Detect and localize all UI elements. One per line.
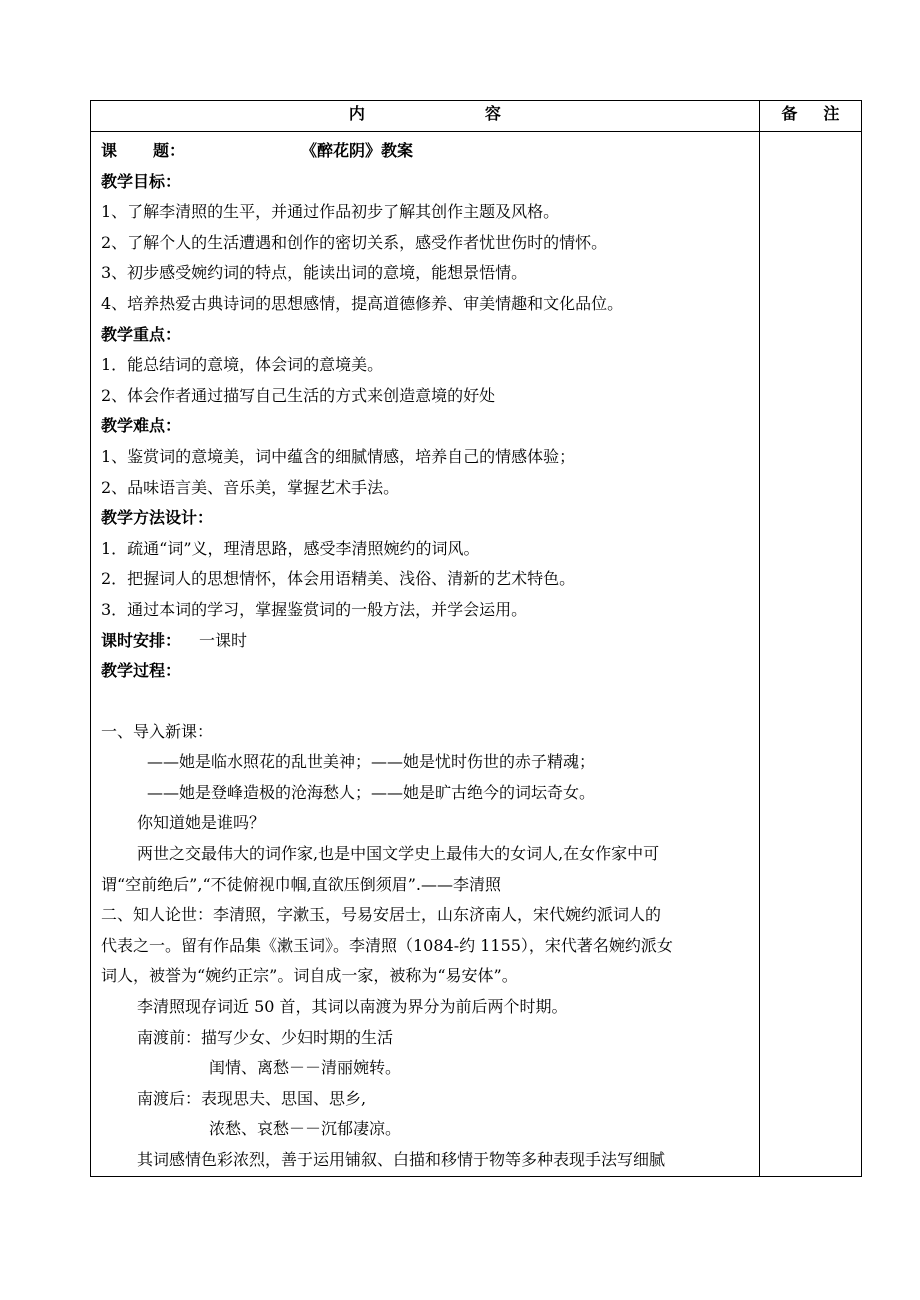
before-style: 闺情、离愁－－清丽婉转。: [209, 1058, 402, 1078]
schedule-value: 一课时: [199, 630, 248, 650]
topic-label-1: 课: [101, 141, 118, 160]
intro-answer-cont: 谓“空前绝后”,“不徒俯视巾帼,直欲压倒须眉”.——李清照: [101, 874, 501, 894]
content-column-header: [91, 101, 760, 132]
section2-line: 二、知人论世：李清照，字漱玉，号易安居士，山东济南人，宋代婉约派词人的: [101, 905, 662, 925]
table-body-row: [91, 132, 862, 1177]
method-item: 2．把握词人的思想情怀，体会用语精美、浅俗、清新的艺术特色。: [101, 569, 576, 589]
after-style: 浓愁、哀愁－－沉郁凄凉。: [209, 1119, 402, 1139]
key-points-heading: 教学重点：: [101, 324, 182, 344]
before-label: 南渡前：: [137, 1027, 202, 1047]
topic-label-2: 题：: [153, 141, 186, 160]
lesson-plan-table: [90, 100, 862, 1177]
lesson-title: 《醉花阴》教案: [301, 141, 414, 160]
schedule-line: [101, 626, 749, 657]
difficulty-item: 2、品味语言美、音乐美，掌握艺术手法。: [101, 477, 400, 497]
section1-heading: 一、导入新课：: [101, 721, 214, 741]
section2-line: 代表之一。留有作品集《漱玉词》。李清照（1084-约 1155），宋代著名婉约派女: [101, 935, 673, 955]
goal-item: 2、了解个人的生活遭遇和创作的密切关系，感受作者忧世伤时的情怀。: [101, 232, 608, 252]
content-header-char-2: 容: [484, 104, 501, 123]
topic-line: [101, 136, 749, 167]
after-line: [101, 1084, 749, 1115]
intro-question: 你知道她是谁吗？: [137, 813, 266, 833]
schedule-heading: 课时安排：: [101, 630, 182, 650]
key-point-item: 2、体会作者通过描写自己生活的方式来创造意境的好处: [101, 385, 496, 405]
intro-line: ——她是临水照花的乱世美神；——她是忧时伤世的赤子精魂；: [147, 752, 596, 772]
goal-item: 1、了解李清照的生平，并通过作品初步了解其创作主题及风格。: [101, 202, 560, 222]
before-text: 描写少女、少妇时期的生活: [201, 1027, 394, 1047]
content-cell: [91, 132, 760, 1177]
notes-column-header: [759, 101, 861, 132]
after-label: 南渡后：: [137, 1088, 202, 1108]
key-point-item: 1．能总结词的意境，体会词的意境美。: [101, 355, 384, 375]
difficulty-item: 1、鉴赏词的意境美，词中蕴含的细腻情感，培养自己的情感体验；: [101, 446, 576, 466]
section2-last-line: 其词感情色彩浓烈，善于运用铺叙、白描和移情于物等多种表现手法写细腻: [137, 1150, 666, 1169]
after-text: 表现思夫、思国、思乡,: [201, 1088, 367, 1108]
methods-heading: 教学方法设计：: [101, 508, 214, 528]
notes-cell: [759, 132, 861, 1177]
method-item: 1．疏通“词”义，理清思路，感受李清照婉约的词风。: [101, 538, 480, 558]
table-header-row: [91, 101, 862, 132]
section2-line: 李清照现存词近 50 首，其词以南渡为界分为前后两个时期。: [137, 997, 568, 1017]
goal-item: 3、初步感受婉约词的特点，能读出词的意境，能想景悟情。: [101, 263, 528, 283]
intro-line: ——她是登峰造极的沧海愁人；——她是旷古绝今的词坛奇女。: [147, 782, 596, 802]
spacer: [101, 687, 749, 717]
process-heading: 教学过程：: [101, 661, 182, 681]
section2-line: 词人，被誉为“婉约正宗”。词自成一家，被称为“易安体”。: [101, 966, 518, 986]
goal-item: 4、培养热爱古典诗词的思想感情，提高道德修养、审美情趣和文化品位。: [101, 293, 624, 313]
notes-header-char-2: 注: [823, 104, 840, 123]
intro-answer: 两世之交最伟大的词作家,也是中国文学史上最伟大的女词人,在女作家中可: [137, 844, 660, 864]
goals-heading: 教学目标：: [101, 171, 182, 191]
content-header-char-1: 内: [348, 104, 365, 123]
notes-header-char-1: 备: [781, 104, 798, 123]
method-item: 3．通过本词的学习，掌握鉴赏词的一般方法，并学会运用。: [101, 599, 528, 619]
before-line: [101, 1023, 749, 1054]
difficulties-heading: 教学难点：: [101, 416, 182, 436]
